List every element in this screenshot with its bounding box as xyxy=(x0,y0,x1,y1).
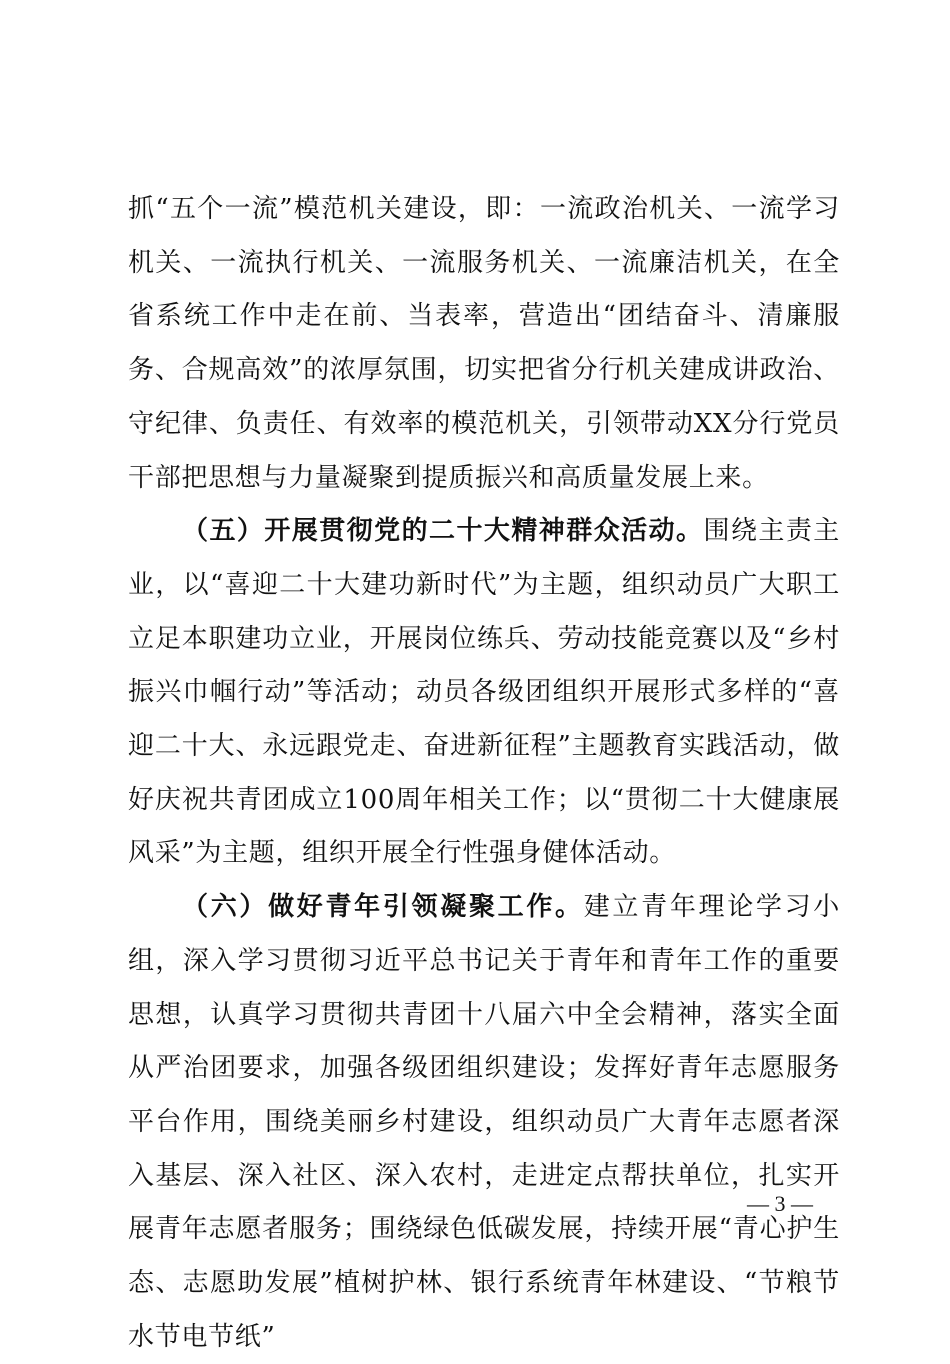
paragraph-3 xyxy=(128,881,840,1364)
paragraph-2-heading: （五）开展贯彻党的二十大精神群众活动。 xyxy=(182,516,704,547)
paragraph-3-text: 建立青年理论学习小组，深入学习贯彻习近平总书记关于青年和青年工作的重要思想，认真学习贯彻共青团十八届六中全会精神，落实全面从严治团要求，加强各级团组织建设；发挥好青年志愿服务平台作用，围绕美丽乡村建设，组织动员广大青年志愿者深入基层、深入社区、深入农村，走进定点帮扶单位，扎实开展青年志愿者服务；围绕绿色低碳发展，持续开展“青心护生态、志愿助发展”植树护林、银行系统青年林建设、“节粮节水节电节纸” xyxy=(128,892,840,1352)
paragraph-1 xyxy=(128,183,840,505)
paragraph-1-text: 抓“五个一流”模范机关建设，即：一流政治机关、一流学习机关、一流执行机关、一流服务机关、一流廉洁机关，在全省系统工作中走在前、当表率，营造出“团结奋斗、清廉服务、合规高效”的浓厚氛围，切实把省分行机关建成讲政治、守纪律、负责任、有效率的模范机关，引领带动XX分行党员干部把思想与力量凝聚到提质振兴和高质量发展上来。 xyxy=(128,194,840,493)
paragraph-3-heading: （六）做好青年引领凝聚工作。 xyxy=(182,892,584,923)
paragraph-2-text: 围绕主责主业，以“喜迎二十大建功新时代”为主题，组织动员广大职工立足本职建功立业，开展岗位练兵、劳动技能竞赛以及“乡村振兴巾帼行动”等活动；动员各级团组织开展形式多样的“喜迎二十大、永远跟党走、奋进新征程”主题教育实践活动，做好庆祝共青团成立100周年相关工作；以“贯彻二十大健康展风采”为主题，组织开展全行性强身健体活动。 xyxy=(128,516,840,869)
paragraph-2 xyxy=(128,505,840,881)
page-number: — 3 — xyxy=(747,1191,813,1216)
document-body xyxy=(128,183,840,1364)
